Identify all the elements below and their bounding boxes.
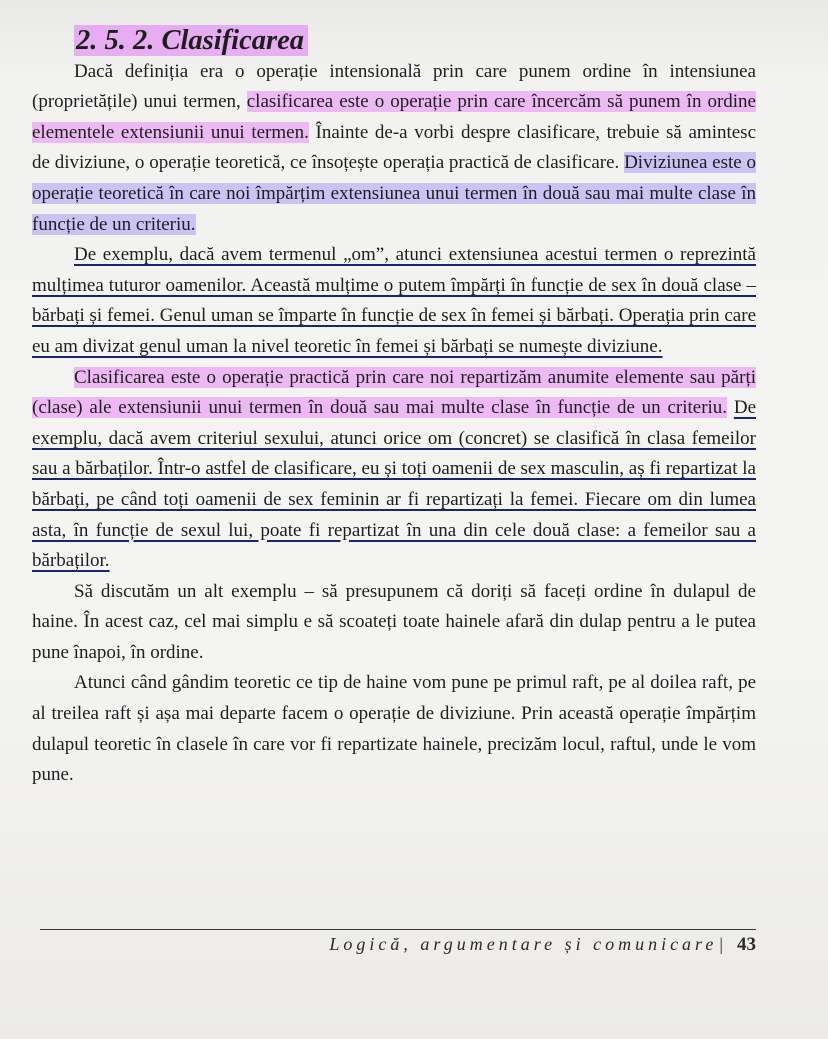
book-title: Logică, argumentare și comunicare	[329, 934, 718, 954]
paragraph-definition-vs-classification	[32, 57, 756, 241]
paragraph-text: Atunci când gândim teoretic ce tip de haine vom pune pe primul raft, pe al doilea raft, pe al treilea raft și așa mai departe facem o operație de diviziune. Prin această operație împărțim dulapul teoretic în clasele în care vor fi repartizate hainele, precizăm locul, raftul, unde le vom pune.	[32, 672, 756, 786]
underlined-classification-example: De exemplu, dacă avem criteriul sexului, atunci orice om (concret) se clasifică în clasa femeilor sau a bărbaților. Într-o astfel de clasificare, eu și toți oamenii de sex masculin, aș fi repartizat la bărbați, pe când toți oamenii de sex feminin ar fi repartizați la femei. Fiecare om din lumea asta, în funcție de sexul lui, poate fi repartizat în una din cele două clase: a femeilor sau a bărbaților.	[32, 397, 756, 572]
page-number: 43	[737, 934, 756, 955]
paragraph-wardrobe-division	[32, 668, 756, 790]
section-heading-text: 2. 5. 2. Clasificarea	[74, 25, 308, 56]
highlight-classification-practical: Clasificarea este o operație practică prin care noi repartizăm anumite elemente sau părți (clase) ale extensiunii unui termen în două sau mai multe clase în funcție de un criteriu.	[32, 366, 756, 419]
paragraph-classification-definition	[32, 363, 756, 577]
underlined-division-example: De exemplu, dacă avem termenul „om”, atunci extensiunea acestui termen o reprezintă mulțimea tuturor oamenilor. Această mulțime o putem împărți în funcție de sex în două clase – bărbați și femei. Genul uman se împarte în funcție de sex în femei și bărbați. Operația prin care eu am divizat genul uman la nivel teoretic în femei și bărbați se numește diviziune.	[32, 244, 756, 357]
paragraph-text: Dacă definiția era o operație intensională prin care punem ordine în intensiunea (proprietățile) unui termen,	[32, 60, 756, 113]
paragraph-text	[727, 397, 734, 418]
paragraph-text: Să discutăm un alt exemplu – să presupunem că doriți să faceți ordine în dulapul de haine. În acest caz, cel mai simplu e să scoateți toate hainele afară din dulap pentru a le putea pune înapoi, în ordine.	[32, 580, 756, 663]
highlight-division-definition: Diviziunea este o operație teoretică în care noi împărțim extensiunea unui termen în două sau mai multe clase în funcție de un criteriu.	[32, 152, 756, 235]
paragraph-division-example	[32, 240, 756, 362]
highlight-classification-definition: clasificarea este o operație prin care încercăm să punem în ordine elementele extensiunii unui termen.	[32, 91, 756, 143]
footer-divider	[40, 929, 756, 930]
paragraph-wardrobe-example	[32, 577, 756, 669]
footer-separator: |	[719, 934, 723, 954]
page-footer	[329, 934, 756, 956]
paragraph-text: Înainte de-a vorbi despre clasificare, trebuie să amintesc de diviziune, o operație teoretică, ce însoțește operația practică de clasificare.	[32, 121, 757, 174]
section-heading	[32, 26, 756, 57]
page-body	[32, 26, 756, 791]
